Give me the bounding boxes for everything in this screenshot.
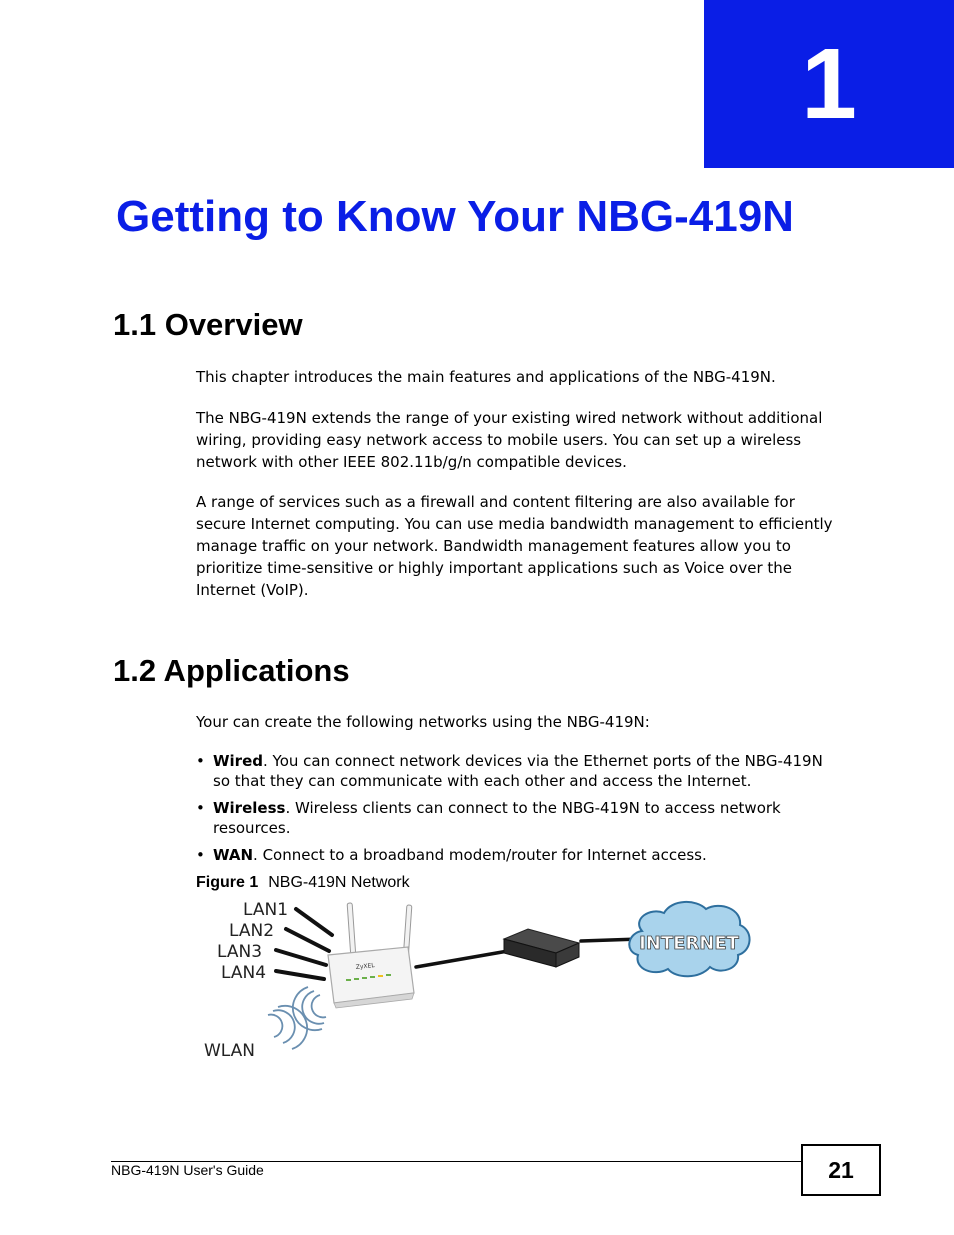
page-number-box: [801, 1144, 881, 1196]
list-item-text: . Wireless clients can connect to the NBG-419N to access network resources.: [213, 799, 781, 837]
bullet-dot: •: [196, 846, 205, 864]
internet-cloud-icon: [629, 902, 749, 976]
list-item-term: Wireless: [213, 799, 286, 817]
internet-label: INTERNET: [639, 933, 739, 954]
page-number: 21: [828, 1156, 854, 1183]
network-diagram: [196, 895, 766, 1070]
router-icon: [328, 947, 414, 1008]
router-logo-text: ZyXEL: [355, 962, 376, 971]
overview-paragraph-3: A range of services such as a firewall and content filtering are also available for secure Internet computing. You can use media bandwidth management to efficiently manage traffic on your network. Bandwidth management features allow you to prioritize time-sensitive or highly important applications such as Voice over the Internet (VoIP).: [196, 493, 833, 599]
wifi-signal-icon: [268, 987, 326, 1049]
overview-paragraph-2: The NBG-419N extends the range of your existing wired network without additional wiring, providing easy network access to mobile users. You can set up a wireless network with other IEEE 802.11b/g/n compatible devices.: [196, 409, 823, 471]
lan4-label: LAN4: [221, 963, 267, 983]
footer-guide-title: NBG-419N User's Guide: [111, 1162, 264, 1178]
wan-cable: [416, 951, 508, 967]
section-heading-applications: 1.2 Applications: [113, 653, 350, 688]
list-item-text: . Connect to a broadband modem/router for Internet access.: [253, 846, 707, 864]
applications-intro: Your can create the following networks using the NBG-419N:: [196, 713, 650, 731]
section-heading-overview: 1.1 Overview: [113, 307, 303, 342]
applications-list: [196, 752, 836, 874]
list-item: [196, 752, 836, 791]
wlan-label: WLAN: [204, 1041, 256, 1061]
lan2-label: LAN2: [229, 921, 275, 941]
bullet-dot: •: [196, 799, 205, 817]
list-item-term: WAN: [213, 846, 254, 864]
modem-icon: [504, 929, 579, 967]
lan1-label: LAN1: [243, 900, 289, 920]
figure-caption: [196, 874, 410, 892]
chapter-number-box: [704, 0, 954, 168]
list-item-term: Wired: [213, 752, 263, 770]
list-item-text: . You can connect network devices via the Ethernet ports of the NBG-419N so that they can communicate with each other and access the Internet.: [213, 752, 823, 790]
overview-paragraph-1: This chapter introduces the main features and applications of the NBG-419N.: [196, 368, 776, 386]
bullet-dot: •: [196, 752, 205, 770]
list-item: [196, 799, 836, 838]
chapter-title: Getting to Know Your NBG-419N: [116, 192, 794, 241]
lan3-label: LAN3: [217, 942, 263, 962]
figure-label: Figure 1: [196, 874, 259, 891]
chapter-number: 1: [801, 27, 857, 140]
list-item: [196, 846, 836, 866]
figure-caption-text: NBG-419N Network: [268, 874, 410, 891]
